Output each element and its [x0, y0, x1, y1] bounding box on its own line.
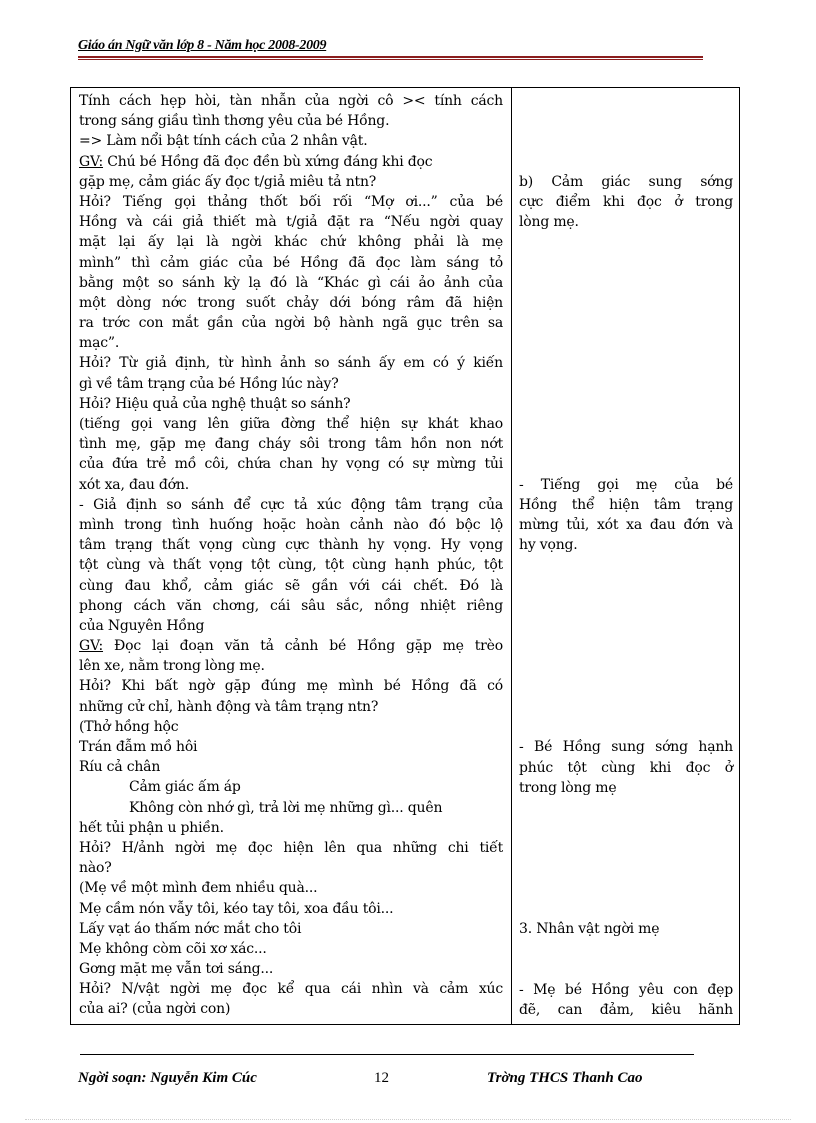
line-text: Hỏi? N/vật ngời mẹ đọc kể qua cái nhìn và cảm xúc	[79, 981, 503, 998]
column-divider	[511, 88, 512, 1024]
line-text: Cảm giác ấm áp	[129, 779, 241, 796]
left-text-line	[79, 454, 503, 474]
right-text-line: - Tiếng gọi mẹ của bé	[519, 476, 733, 493]
left-text-line	[79, 757, 503, 777]
left-text-line	[79, 212, 503, 232]
line-text: Lấy vạt áo thấm nớc mắt cho tôi	[79, 920, 302, 937]
left-text-line	[79, 232, 503, 252]
right-text-line: 3. Nhân vật ngời mẹ	[519, 921, 660, 938]
right-text-line: - Mẹ bé Hồng yêu con đẹp	[519, 981, 733, 998]
left-text-line	[79, 535, 503, 555]
right-text-line: cực điểm khi đọc ở trong	[519, 194, 733, 210]
left-text-line	[79, 858, 503, 878]
left-text-line	[79, 798, 503, 818]
line-text: nào?	[79, 860, 112, 877]
left-text-line	[79, 737, 503, 757]
left-text-line	[79, 91, 503, 111]
left-text-line	[79, 394, 503, 414]
line-text: xót xa, đau đớn.	[79, 476, 189, 493]
right-text-line: lòng mẹ.	[519, 214, 579, 231]
line-text: mạc”.	[79, 335, 120, 352]
left-text-line	[79, 636, 503, 656]
line-text: tình mẹ, gặp mẹ đang cháy sôi trong tâm hồn non nớt	[79, 436, 503, 453]
left-text-line	[79, 596, 503, 616]
line-text: của ai? (của ngời con)	[79, 1001, 231, 1018]
line-text: Hỏi? H/ảnh ngời mẹ đọc hiện lên qua những chi tiết	[79, 839, 503, 856]
left-text-line	[79, 475, 503, 495]
page-header	[78, 38, 703, 54]
line-text: mình trong tình huống hoặc hoàn cảnh nào đó bộc lộ	[79, 516, 503, 533]
left-text-line	[79, 192, 503, 212]
header-title: Giáo án Ngữ văn lớp 8 - Năm học 2008-2009	[78, 38, 327, 53]
left-text-line	[79, 939, 503, 959]
left-text-line	[79, 697, 503, 717]
left-text-line	[79, 818, 503, 838]
line-text: hết tủi phận u phiền.	[79, 819, 224, 836]
left-text-line	[79, 959, 503, 979]
left-text-line	[79, 374, 503, 394]
header-rule-thick	[78, 56, 703, 58]
page-number: 12	[374, 1070, 389, 1086]
left-text-line	[79, 899, 503, 919]
header-rule-thin	[78, 59, 703, 60]
line-text: Hỏi? Từ giả định, từ hình ảnh so sánh ấy em có ý kiến	[79, 355, 503, 372]
left-text-line	[79, 576, 503, 596]
right-text-line: hy vọng.	[519, 537, 578, 554]
line-text: gặp mẹ, cảm giác ấy đọc t/giả miêu tả ntn?	[79, 173, 377, 190]
right-text-line: b) Cảm giác sung sớng	[519, 173, 733, 190]
left-text-line	[79, 313, 503, 333]
left-text-line	[79, 838, 503, 858]
line-text: mặt lại ấy lại là ngời khác chứ không phải là mẹ	[79, 234, 503, 251]
line-text: Chú bé Hồng đã đọc đền bù xứng đáng khi đọc	[107, 153, 433, 170]
line-text: cùng đau khổ, cảm giác sẽ gần với cái chết. Đó là	[79, 577, 503, 594]
left-text-line	[79, 919, 503, 939]
line-text: tột cùng và thất vọng tột cùng, tột cùng hạnh phúc, tột	[79, 557, 503, 574]
left-text-line	[79, 353, 503, 373]
left-text-line	[79, 273, 503, 293]
line-text: ra trớc con mắt gần của ngời bộ hành ngã gục trên sa	[79, 315, 503, 332]
right-text-line: đẽ, can đảm, kiêu hãnh	[519, 1002, 733, 1018]
line-text: phong cách văn chơng, cái sâu sắc, nồng nhiệt riêng	[79, 597, 503, 614]
left-text-line	[79, 656, 503, 676]
left-text-line	[79, 293, 503, 313]
left-text-line	[79, 999, 503, 1019]
left-text-line	[79, 333, 503, 353]
left-text-line	[79, 172, 503, 192]
line-text: tâm trạng thất vọng cùng cực thành hy vọng. Hy vọng	[79, 537, 503, 554]
line-text: lên xe, nằm trong lòng mẹ.	[79, 658, 265, 675]
left-text-line	[79, 152, 503, 172]
line-text: Hỏi? Tiếng gọi thảng thốt bối rối “Mợ ơi...” của bé	[79, 193, 503, 210]
line-text: => Làm nổi bật tính cách của 2 nhân vật.	[79, 133, 368, 150]
left-text-line	[79, 676, 503, 696]
line-text: Đọc lại đoạn văn tả cảnh bé Hồng gặp mẹ trèo	[114, 638, 503, 655]
left-text-line	[79, 777, 503, 797]
line-text: Hỏi? Khi bất ngờ gặp đúng mẹ mình bé Hồng đã có	[79, 678, 503, 695]
line-text: của Nguyên Hồng	[79, 617, 205, 634]
line-text: bằng một so sánh kỳ lạ đó là “Khác gì cái ảo ảnh của	[79, 274, 503, 291]
line-text: - Giả định so sánh để cực tả xúc động tâm trạng của	[79, 496, 503, 513]
teacher-label: GV:	[79, 153, 104, 170]
footer-school: Trờng THCS Thanh Cao	[487, 1070, 643, 1086]
line-text: Hỏi? Hiệu quả của nghệ thuật so sánh?	[79, 395, 351, 412]
left-text-line	[79, 253, 503, 273]
right-text-line: mừng tủi, xót xa đau đớn và	[519, 517, 733, 534]
lesson-table	[70, 87, 740, 1025]
right-text-line: - Bé Hồng sung sớng hạnh	[519, 739, 733, 756]
line-text: những cử chỉ, hành động và tâm trạng ntn?	[79, 698, 379, 715]
line-text: gì về tâm trạng của bé Hồng lúc này?	[79, 375, 339, 392]
footer-author: Ngời soạn: Nguyễn Kim Cúc	[78, 1070, 257, 1086]
left-text-line	[79, 131, 503, 151]
line-text: Mẹ cầm nón vẫy tôi, kéo tay tôi, xoa đầu tôi...	[79, 900, 394, 917]
left-text-line	[79, 616, 503, 636]
left-text-line	[79, 515, 503, 535]
activity-column	[79, 91, 503, 1020]
line-text: trong sáng giầu tình thơng yêu của bé Hồng.	[79, 113, 390, 130]
line-text: Mẹ không còm cõi xơ xác...	[79, 940, 267, 957]
bottom-dotted-rule	[25, 1119, 791, 1120]
right-text-line: trong lòng mẹ	[519, 779, 617, 796]
line-text: (Mẹ về một mình đem nhiều quà...	[79, 880, 318, 897]
left-text-line	[79, 878, 503, 898]
left-text-line	[79, 495, 503, 515]
line-text: Trán đẫm mồ hôi	[79, 739, 198, 755]
line-text: của đứa trẻ mồ côi, chứa chan hy vọng có sự mừng tủi	[79, 456, 503, 473]
left-text-line	[79, 111, 503, 131]
line-text: (tiếng gọi vang lên giữa đờng thể hiện sự khát khao	[79, 416, 503, 432]
left-text-line	[79, 717, 503, 737]
line-text: Tính cách hẹp hòi, tàn nhẫn của ngời cô >< tính cách	[79, 93, 503, 109]
line-text: Hồng và cái giả thiết mà t/giả đặt ra “Nếu ngời quay	[79, 214, 503, 231]
line-text: Ríu cả chân	[79, 759, 161, 776]
left-text-line	[79, 414, 503, 434]
teacher-label: GV:	[79, 638, 104, 655]
line-text: một dòng nớc trong suốt chảy dới bóng râm đã hiện	[79, 294, 503, 311]
line-text: mình” thì cảm giác của bé Hồng đã đọc làm sáng tỏ	[79, 254, 503, 271]
footer-rule	[80, 1054, 694, 1055]
left-text-line	[79, 434, 503, 454]
line-text: (Thở hồng hộc	[79, 718, 179, 735]
left-text-line	[79, 555, 503, 575]
line-text: Không còn nhớ gì, trả lời mẹ những gì... quên	[129, 799, 443, 816]
left-text-line	[79, 979, 503, 999]
right-text-line: phúc tột cùng khi đọc ở	[519, 759, 733, 776]
right-text-line: Hồng thể hiện tâm trạng	[519, 497, 733, 513]
line-text: Gơng mặt mẹ vẫn tơi sáng...	[79, 961, 274, 978]
